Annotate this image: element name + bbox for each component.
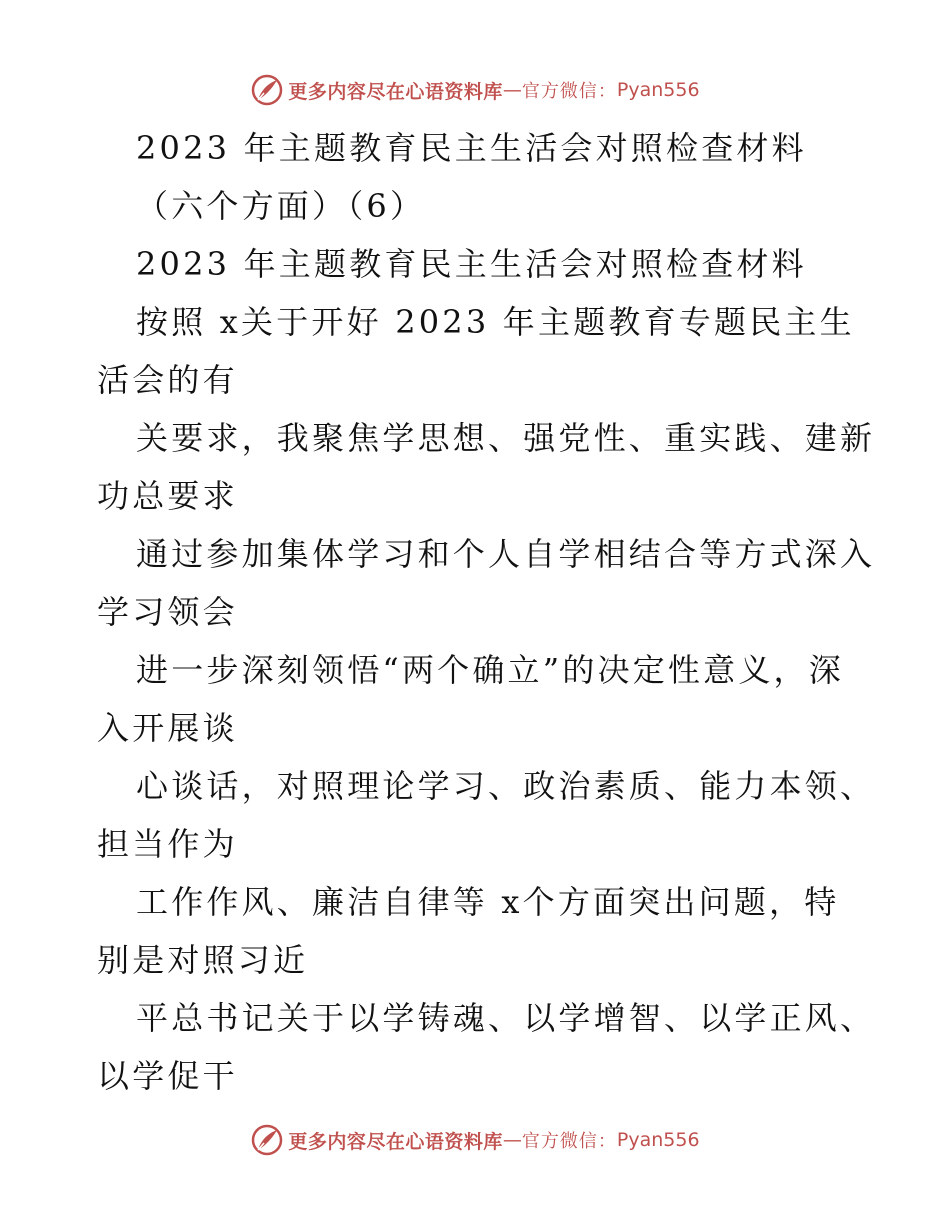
document-subtitle: 2023 年主题教育民主生活会对照检查材料 — [136, 245, 807, 283]
paragraph-line: 按照 x关于开好 2023 年主题教育专题民主生 — [136, 303, 855, 341]
paragraph-line: 进一步深刻领悟“两个确立”的决定性意义，深 — [136, 651, 844, 689]
paragraph-line: 以学促干 — [97, 1057, 238, 1095]
watermark-separator: — — [502, 1129, 522, 1151]
paragraph-line: 平总书记关于以学铸魂、以学增智、以学正风、 — [136, 999, 876, 1037]
paragraph-line: 担当作为 — [97, 825, 238, 863]
watermark-separator: — — [502, 79, 522, 101]
paragraph-line: 功总要求 — [97, 477, 238, 515]
paragraph-line: 关要求，我聚焦学思想、强党性、重实践、建新 — [136, 419, 876, 457]
paragraph-line: 心谈话，对照理论学习、政治素质、能力本领、 — [136, 767, 876, 805]
feather-pen-logo-icon — [250, 1123, 284, 1157]
watermark-brand: 更多内容尽在心语资料库 — [288, 1130, 503, 1153]
paragraph-line: 学习领会 — [97, 593, 238, 631]
paragraph-line: 活会的有 — [97, 361, 238, 399]
paragraph-line: 入开展谈 — [97, 709, 238, 747]
header-watermark — [0, 70, 950, 110]
document-title-line-2: （六个方面）（6） — [136, 187, 426, 225]
paragraph-line: 通过参加集体学习和个人自学相结合等方式深入 — [136, 535, 876, 573]
watermark-label: 官方微信： — [521, 81, 617, 102]
paragraph-line: 别是对照习近 — [97, 941, 309, 979]
document-title-line-1: 2023 年主题教育民主生活会对照检查材料 — [136, 129, 807, 167]
paragraph-line: 工作作风、廉洁自律等 x个方面突出问题，特 — [136, 883, 840, 921]
feather-pen-logo-icon — [250, 73, 284, 107]
footer-watermark — [0, 1120, 950, 1160]
watermark-label: 官方微信： — [521, 1131, 617, 1152]
watermark-brand: 更多内容尽在心语资料库 — [288, 80, 503, 103]
watermark-account: Pyan556 — [616, 1129, 700, 1151]
watermark-account: Pyan556 — [616, 79, 700, 101]
